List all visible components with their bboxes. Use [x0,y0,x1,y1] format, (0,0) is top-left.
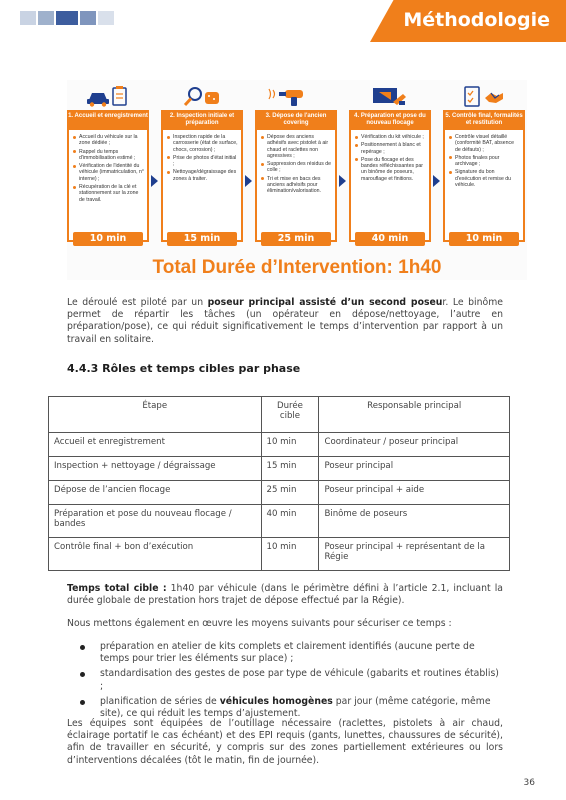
page-section-title: Méthodologie [403,9,550,31]
step-duration: 10 min [73,232,143,246]
step-item: Rappel du temps d'immobilisation estimé ; [72,149,144,162]
step-item: Suppression des résidus de colle ; [260,161,332,174]
step-title: 3. Dépose de l'ancien covering [255,110,337,130]
step-items [255,130,337,242]
intro-emphasis: poseur principal assisté d’un second poseu [207,297,443,308]
step-item: Prise de photos d'état initial ; [166,155,238,168]
equipment-paragraph: Les équipes sont équipées de l’outillage nécessaire (raclettes, pistolets à air chaud, éclairage portatif le cas échéant) et des EPI requis (gants, lunettes, chaussures de sécurité), afin de travailler en sécurité, y compris sur des zones partiellement extérieures ou lors d’interventions décalées (tôt le matin, fin de journée). [67,718,503,766]
arrow-right-icon [245,175,252,187]
step-item: Vérification du kit véhicule ; [354,134,426,140]
intro-paragraph [67,297,503,346]
table-row [49,481,510,505]
car-clipboard-icon [67,84,149,108]
roles-table [48,396,510,571]
magnifier-sponge-icon [161,84,243,108]
table-cell: 10 min [261,433,319,457]
table-cell: 15 min [261,457,319,481]
list-item-emphasis: véhicules homogènes [219,695,333,707]
process-infographic [67,80,527,280]
total-time-paragraph [67,583,503,607]
step-item: Accueil du véhicule sur la zone dédiée ; [72,134,144,147]
table-cell: Poseur principal [319,457,510,481]
step-item: Récupération de la clé et stationnement sur la zone de travail. [72,184,144,203]
step-item: Vérification de l'identité du véhicule (immatriculation, n° interne) ; [72,163,144,182]
page-number: 36 [523,778,535,788]
step-item: Nettoyage/dégraissage des zones à traiter. [166,169,238,182]
table-cell: Poseur principal + représentant de la Régie [319,538,510,571]
table-cell: Coordinateur / poseur principal [319,433,510,457]
heat-gun-icon [255,84,337,108]
table-row [49,433,510,457]
intro-text: r. Le binôme permet de répartir les tâches (un opérateur en dépose/nettoyage, l’autre en préparation/pose), ce qui réduit significativement le temps d’intervention par rapport à un travail en solitaire. [67,297,503,345]
checklist-handshake-icon [443,84,525,108]
step-items [349,130,431,242]
step-item: Signature du bon d'exécution et remise du véhicule. [448,169,520,188]
means-intro: Nous mettons également en œuvre les moyens suivants pour sécuriser ce temps : [67,618,452,629]
step-items [161,130,243,242]
arrow-right-icon [151,175,158,187]
total-duration-heading: Total Durée d’Intervention: 1h40 [152,257,442,278]
step-duration: 15 min [167,232,237,246]
list-item-text: planification de séries de [100,695,220,707]
step-item: Contrôle visuel détaillé (conformité BAT, absence de défauts) ; [448,134,520,153]
column-header: Étape [49,397,262,433]
step-item: Positionnement à blanc et repérage ; [354,142,426,155]
table-cell: Accueil et enregistrement [49,433,262,457]
list-item [80,696,503,720]
table-cell: Inspection + nettoyage / dégraissage [49,457,262,481]
step-item: Dépose des anciens adhésifs avec pistolet à air chaud et raclettes non agressives ; [260,134,332,159]
arrow-right-icon [433,175,440,187]
table-header-row [49,397,510,433]
table-cell: Poseur principal + aide [319,481,510,505]
total-time-text: 1h40 par véhicule (dans le périmètre défini à l’article 2.1, incluant la durée globale de prestation hors trajet de dépose effectué par la Régie). [67,583,503,607]
table-cell: Dépose de l’ancien flocage [49,481,262,505]
table-cell: Contrôle final + bon d’exécution [49,538,262,571]
step-title: 4. Préparation et pose du nouveau flocage [349,110,431,130]
column-header: Responsable principal [319,397,510,433]
table-cell: Préparation et pose du nouveau flocage / bandes [49,505,262,538]
step-duration: 10 min [449,232,519,246]
step-items [443,130,525,242]
step-item: Pose du flocage et des bandes réfléchissantes par un binôme de poseurs, marouflage et finitions. [354,157,426,182]
step-item: Tri et mise en bacs des anciens adhésifs pour élimination/valorisation. [260,176,332,195]
list-item: standardisation des gestes de pose par type de véhicule (gabarits et routines établis) ; [80,668,503,692]
table-cell: 40 min [261,505,319,538]
table-cell: 25 min [261,481,319,505]
step-duration: 40 min [355,232,425,246]
wrap-application-icon [349,84,431,108]
step-item: Photos finales pour archivage ; [448,155,520,168]
intro-text: Le déroulé est piloté par un [67,297,208,308]
step-title: 5. Contrôle final, formalités et restitution [443,110,525,130]
table-cell: Binôme de poseurs [319,505,510,538]
means-list [80,641,503,723]
list-item-text: par jour (même catégorie, même site), ce qui réduit les temps d’ajustement. [100,695,491,720]
table-cell: 10 min [261,538,319,571]
step-title: 2. Inspection initiale et préparation [161,110,243,130]
step-items [67,130,149,242]
table-row [49,457,510,481]
step-title: 1. Accueil et enregistrement [67,110,149,130]
column-header: Durée cible [261,397,319,433]
table-row [49,505,510,538]
step-item: Inspection rapide de la carrosserie (état de surface, chocs, corrosion) ; [166,134,238,153]
section-heading: 4.4.3 Rôles et temps cibles par phase [67,362,301,375]
total-time-label: Temps total cible : [67,583,167,594]
list-item: préparation en atelier de kits complets et clairement identifiés (aucune perte de temps pour trier les éléments sur place) ; [80,641,503,665]
table-row [49,538,510,571]
arrow-right-icon [339,175,346,187]
company-logo [20,11,115,25]
step-duration: 25 min [261,232,331,246]
